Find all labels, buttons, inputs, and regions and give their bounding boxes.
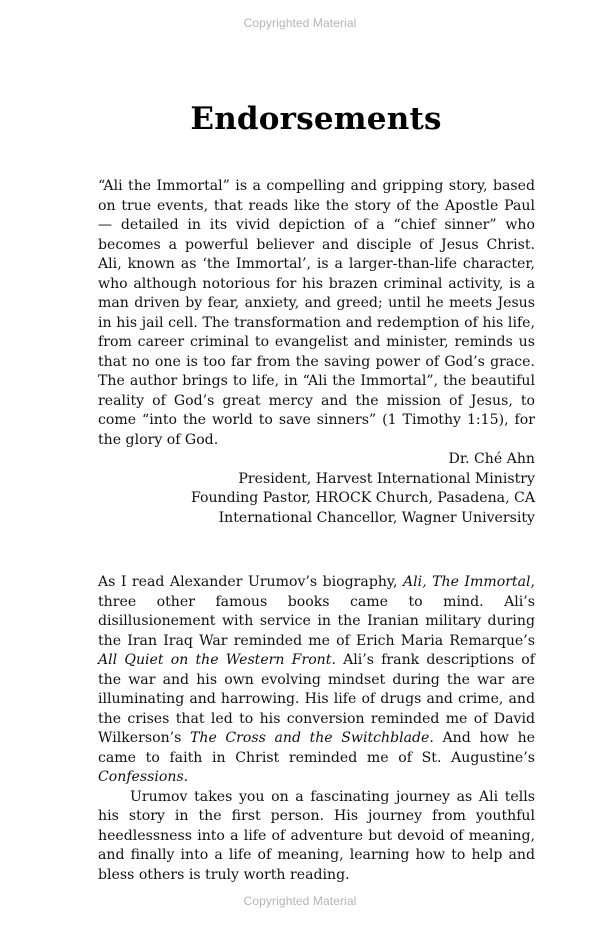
watermark-top: Copyrighted Material [243, 16, 357, 30]
book-title: The Cross and the Switchblade [189, 730, 430, 746]
text-run: . [183, 769, 189, 785]
endorsement-1 [98, 177, 535, 450]
signature-line-3: International Chancellor, Wagner University [218, 509, 535, 526]
text-run: . Ali’s frank descriptions of the war and his own evolving mindset during the war are illuminating and harrowing. His life of drugs and crime, and the crises that led to his conversion reminded me of David Wilkerson’s [98, 652, 536, 746]
signature-line-1: President, Harvest International Ministry [238, 470, 535, 487]
endorsement-2-paragraph-2: Urumov takes you on a fascinating journey as Ali tells his story in the first person. His journey from youthful heedlessness into a life of adventure but devoid of meaning, and finally into a life of meaning, learning how to help and bless others is truly worth reading. [98, 788, 535, 883]
book-title: All Quiet on the Western Front [98, 652, 332, 668]
signature-line-2: Founding Pastor, HROCK Church, Pasadena, CA [190, 490, 535, 506]
endorsement-2-paragraph-1 [98, 573, 535, 788]
book-title: Confessions [98, 769, 184, 785]
endorsement-1-text: “Ali the Immortal” is a compelling and gripping story, based on true events, that reads like the story of the Apostle Paul — detailed in its vivid depiction of a “chief sinner” who becomes a powerful believer and disciple of Jesus Christ. Ali, known as ‘the Immortal’, is a larger-than-life character, who although notorious for his brazen criminal activity, is a man driven by fear, anxiety, and greed; until he meets Jesus in his jail cell. The transformation and redemption of his life, from career criminal to evangelist and minister, reminds us that no one is too far from the saving power of God’s grace. The author brings to life, in “Ali the Immortal”, the beautiful reality of God’s great mercy and the mission of Jesus, to come “into the world to save sinners” (1 Timothy 1:15), for the glory of God. [98, 178, 535, 448]
text-run: . And how he came to faith in Christ reminded me of St. Augustine’s [98, 730, 535, 766]
endorsement-1-signature [98, 450, 535, 528]
text-run: , three other famous books came to mind. Ali’s disillusionement with service in the Iranian military during the Iran Iraq War reminded me of Erich Maria Remarque’s [98, 574, 535, 649]
endorsement-2 [98, 573, 535, 885]
signature-name: Dr. Ché Ahn [448, 451, 535, 467]
book-title: Ali, The Immortal [402, 574, 531, 590]
watermark-bottom: Copyrighted Material [243, 894, 357, 908]
page-title: Endorsements [190, 101, 442, 137]
text-run: As I read Alexander Urumov’s biography, [98, 574, 403, 590]
